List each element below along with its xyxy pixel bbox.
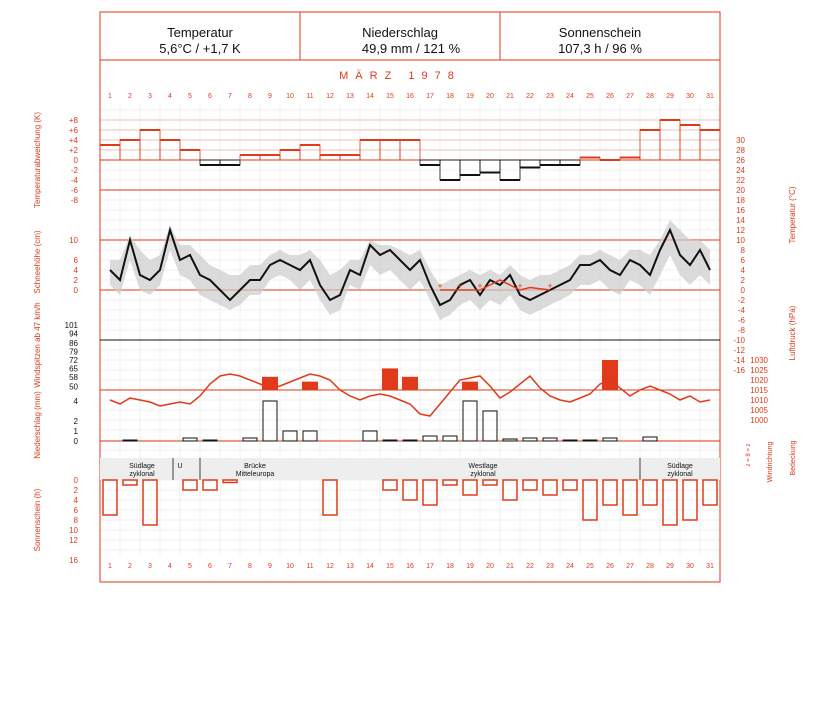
snow-trace-mark: + (457, 281, 463, 291)
wind-gust-tick: 86 (69, 339, 78, 349)
header-temp-title: Temperatur (167, 25, 233, 40)
weather-type-band (100, 458, 720, 480)
precip-bar (123, 440, 137, 441)
sunshine-bar (563, 480, 577, 490)
pressure-tick: 1010 (750, 396, 768, 405)
day-label-top: 29 (666, 93, 674, 100)
temperature-tick: 2 (740, 276, 745, 285)
temperature-tick: -6 (737, 316, 745, 325)
wind-gust-tick: 65 (69, 364, 78, 374)
temperature-tick: 22 (736, 176, 745, 185)
temp-dev-tick: -2 (70, 166, 78, 175)
temp-dev-bar (480, 160, 500, 173)
weather-type-3a: Brücke (244, 463, 266, 470)
precip-bar (183, 438, 197, 441)
precip-bar (603, 438, 617, 441)
month-title: MÄRZ 1978 (339, 70, 461, 82)
day-label-bottom: 25 (586, 563, 594, 570)
day-label-top: 14 (366, 93, 374, 100)
day-label-bottom: 18 (446, 563, 454, 570)
header-precip-value: 49,9 mm / 121 % (361, 41, 461, 56)
precip-bar (243, 438, 257, 441)
day-label-bottom: 13 (346, 563, 354, 570)
day-label-bottom: 29 (666, 563, 674, 570)
sunshine-bar (543, 480, 557, 495)
temp-dev-bar (280, 150, 300, 160)
temp-dev-tick: 0 (73, 156, 78, 165)
header-sun-title: Sonnenschein (558, 25, 642, 40)
day-label-bottom: 28 (646, 563, 654, 570)
precip-tick: 2 (73, 417, 78, 426)
weather-type-4a: Westlage (468, 463, 498, 470)
grid (100, 105, 720, 555)
precip-bar (383, 440, 397, 441)
label-temperature: Temperatur (°C) (788, 186, 797, 244)
label-cloud-scale: z = 8 = z (746, 443, 752, 467)
label-pressure: Luftdruck (hPa) (788, 305, 797, 361)
day-label-top: 17 (426, 93, 434, 100)
precip-bar (563, 440, 577, 441)
temperature-tick: -14 (733, 356, 745, 365)
temperature-tick: 30 (736, 136, 745, 145)
day-label-top: 25 (586, 93, 594, 100)
temp-dev-bar (640, 130, 660, 160)
snow-tick: 2 (73, 276, 78, 285)
day-label-bottom: 5 (188, 563, 192, 570)
label-precip: Niederschlag (mm) (33, 391, 42, 459)
day-label-top: 19 (466, 93, 474, 100)
weather-type-5b: zyklonal (667, 471, 693, 478)
day-labels-top (108, 93, 714, 100)
wind-gust-bar (462, 382, 478, 390)
temperature-tick: 28 (736, 146, 745, 155)
temperature-tick: 20 (736, 186, 745, 195)
precip-bar (203, 440, 217, 441)
header-temp-value: 5,6°C / +1,7 K (159, 41, 241, 56)
label-sunshine: Sonnenschein (h) (33, 488, 42, 552)
snow-trace-mark: + (477, 281, 483, 291)
precip-bar (523, 438, 537, 441)
snow-tick: 4 (73, 266, 78, 275)
sunshine-bar (643, 480, 657, 505)
header-precip-title: Niederschlag (362, 25, 438, 40)
temperature-tick: -10 (733, 336, 745, 345)
day-label-bottom: 17 (426, 563, 434, 570)
day-label-bottom: 31 (706, 563, 714, 570)
day-label-bottom: 22 (526, 563, 534, 570)
sunshine-bar (123, 480, 137, 485)
label-temp-dev: Temperaturabweichung (K) (33, 111, 42, 209)
day-label-top: 30 (686, 93, 694, 100)
pressure-tick: 1015 (750, 386, 768, 395)
temperature-tick: -2 (737, 296, 745, 305)
day-label-bottom: 21 (506, 563, 514, 570)
temp-dev-bar (100, 145, 120, 160)
temperature-tick: -4 (737, 306, 745, 315)
temperature-tick: 16 (736, 206, 745, 215)
sunshine-tick: 6 (73, 506, 78, 515)
day-label-top: 31 (706, 93, 714, 100)
day-label-top: 20 (486, 93, 494, 100)
snow-tick: 10 (69, 236, 78, 245)
day-label-top: 4 (168, 93, 172, 100)
day-label-bottom: 19 (466, 563, 474, 570)
day-label-bottom: 23 (546, 563, 554, 570)
pressure-tick: 1030 (750, 356, 768, 365)
temperature-tick: 12 (736, 226, 745, 235)
temperature-tick: 14 (736, 216, 745, 225)
sunshine-tick: 0 (73, 476, 78, 485)
sunshine-bar (423, 480, 437, 505)
day-label-top: 5 (188, 93, 192, 100)
wind-gust-bar (382, 368, 398, 390)
sunshine-tick: 8 (73, 516, 78, 525)
precip-tick: 0 (73, 437, 78, 446)
day-label-top: 12 (326, 93, 334, 100)
wind-gust-tick: 72 (69, 356, 78, 365)
wind-gust-tick: 58 (69, 372, 78, 382)
wind-gust-bar (402, 377, 418, 390)
day-label-top: 15 (386, 93, 394, 100)
sunshine-tick: 12 (69, 536, 78, 545)
day-label-bottom: 14 (366, 563, 374, 570)
day-label-top: 23 (546, 93, 554, 100)
day-label-top: 2 (128, 93, 132, 100)
snow-trace-mark: + (517, 281, 523, 291)
sunshine-bar (523, 480, 537, 490)
day-label-bottom: 9 (268, 563, 272, 570)
precip-bar (403, 440, 417, 441)
sunshine-tick: 4 (73, 496, 78, 505)
day-label-bottom: 1 (108, 563, 112, 570)
day-label-top: 28 (646, 93, 654, 100)
snow-tick: 0 (73, 286, 78, 295)
day-label-top: 22 (526, 93, 534, 100)
plots (100, 120, 720, 525)
day-label-top: 9 (268, 93, 272, 100)
temperature-tick: 0 (740, 286, 745, 295)
day-label-bottom: 27 (626, 563, 634, 570)
day-label-bottom: 15 (386, 563, 394, 570)
temp-dev-tick: +2 (68, 146, 78, 155)
sunshine-bar (223, 480, 237, 483)
day-label-bottom: 8 (248, 563, 252, 570)
temp-dev-bar (140, 130, 160, 160)
sunshine-tick: 10 (69, 526, 78, 535)
day-label-top: 18 (446, 93, 454, 100)
precip-bar (643, 437, 657, 441)
temperature-tick: 6 (740, 256, 745, 265)
day-label-top: 24 (566, 93, 574, 100)
sunshine-bar (603, 480, 617, 505)
temperature-tick: 4 (740, 266, 745, 275)
sunshine-tick: 2 (73, 486, 78, 495)
day-label-top: 13 (346, 93, 354, 100)
precip-tick: 4 (73, 397, 78, 406)
temperature-tick: -16 (733, 366, 745, 375)
day-label-bottom: 24 (566, 563, 574, 570)
day-label-bottom: 4 (168, 563, 172, 570)
temp-dev-bar (700, 130, 720, 160)
temp-dev-tick: -6 (70, 186, 78, 195)
temp-dev-bar (520, 160, 540, 168)
label-wind-dir: Windrichtung (767, 441, 774, 483)
day-label-bottom: 30 (686, 563, 694, 570)
day-labels-bottom (108, 563, 714, 570)
precip-bar (583, 440, 597, 441)
temperature-tick: 24 (736, 166, 745, 175)
pressure-tick: 1020 (750, 376, 768, 385)
temperature-tick: 10 (736, 236, 745, 245)
temperature-tick: -8 (737, 326, 745, 335)
day-label-top: 10 (286, 93, 294, 100)
precip-bar (483, 411, 497, 441)
weather-type-3b: Mitteleuropa (235, 471, 275, 478)
day-label-bottom: 16 (406, 563, 414, 570)
header-sun-value: 107,3 h / 96 % (558, 41, 642, 56)
temperature-tick: 26 (736, 156, 745, 165)
weather-type-5a: Südlage (667, 463, 693, 470)
precip-bar (463, 401, 477, 441)
sunshine-bar (143, 480, 157, 525)
temp-dev-tick: +4 (68, 136, 78, 145)
wind-gust-tick: 50 (69, 382, 78, 392)
day-label-top: 21 (506, 93, 514, 100)
label-snow: Schneehöhe (cm) (33, 230, 42, 294)
temperature-tick: -12 (733, 346, 745, 355)
label-wind-gust: Windspitzen ab 47 km/h (33, 302, 42, 388)
wind-gust-tick: 94 (69, 329, 78, 339)
precip-bar (283, 431, 297, 441)
day-label-top: 1 (108, 93, 112, 100)
temperature-tick: 18 (736, 196, 745, 205)
weather-type-2: U (177, 463, 183, 470)
temp-dev-tick: +6 (68, 126, 78, 135)
pressure-tick: 1025 (750, 366, 768, 375)
temp-dev-tick: -4 (70, 176, 78, 185)
day-label-bottom: 6 (208, 563, 212, 570)
temp-dev-bar (300, 145, 320, 160)
sunshine-bar (443, 480, 457, 485)
pressure-tick: 1000 (750, 416, 768, 425)
temperature-tick: 8 (740, 246, 745, 255)
precip-tick: 1 (73, 427, 78, 436)
precip-bar (263, 401, 277, 441)
sunshine-bar (383, 480, 397, 490)
day-label-bottom: 12 (326, 563, 334, 570)
sunshine-bar (703, 480, 717, 505)
sunshine-tick: 16 (69, 556, 78, 565)
header (159, 25, 642, 56)
day-label-top: 8 (248, 93, 252, 100)
day-label-bottom: 3 (148, 563, 152, 570)
snow-trace-mark: + (437, 281, 443, 291)
label-cloud: Bedeckung (790, 440, 797, 476)
wind-gust-tick: 101 (64, 321, 78, 331)
temp-dev-tick: -8 (70, 196, 78, 205)
weather-type-4b: zyklonal (470, 471, 496, 478)
day-label-bottom: 11 (306, 563, 314, 570)
wind-gust-tick: 79 (69, 347, 78, 357)
day-label-top: 6 (208, 93, 212, 100)
sunshine-bar (183, 480, 197, 490)
precip-bar (543, 438, 557, 441)
pressure-tick: 1005 (750, 406, 768, 415)
wind-gust-bar (602, 360, 618, 390)
wind-gust-bar (302, 382, 318, 390)
sunshine-bar (483, 480, 497, 485)
precip-bar (363, 431, 377, 441)
sunshine-bar (203, 480, 217, 490)
sunshine-bar (463, 480, 477, 495)
snow-trace-mark: + (547, 281, 553, 291)
weather-type-1a: Südlage (129, 463, 155, 470)
precip-bar (303, 431, 317, 441)
temp-dev-tick: +8 (68, 116, 78, 125)
snow-tick: 6 (73, 256, 78, 265)
day-label-top: 7 (228, 93, 232, 100)
day-label-top: 27 (626, 93, 634, 100)
sunshine-bar (663, 480, 677, 525)
weather-type-1b: zyklonal (129, 471, 155, 478)
day-label-top: 26 (606, 93, 614, 100)
day-label-bottom: 10 (286, 563, 294, 570)
day-label-top: 11 (306, 93, 314, 100)
temp-dev-bar (460, 160, 480, 175)
day-label-top: 3 (148, 93, 152, 100)
day-label-top: 16 (406, 93, 414, 100)
day-label-bottom: 26 (606, 563, 614, 570)
day-label-bottom: 7 (228, 563, 232, 570)
temp-dev-bar (180, 150, 200, 160)
day-label-bottom: 2 (128, 563, 132, 570)
day-label-bottom: 20 (486, 563, 494, 570)
